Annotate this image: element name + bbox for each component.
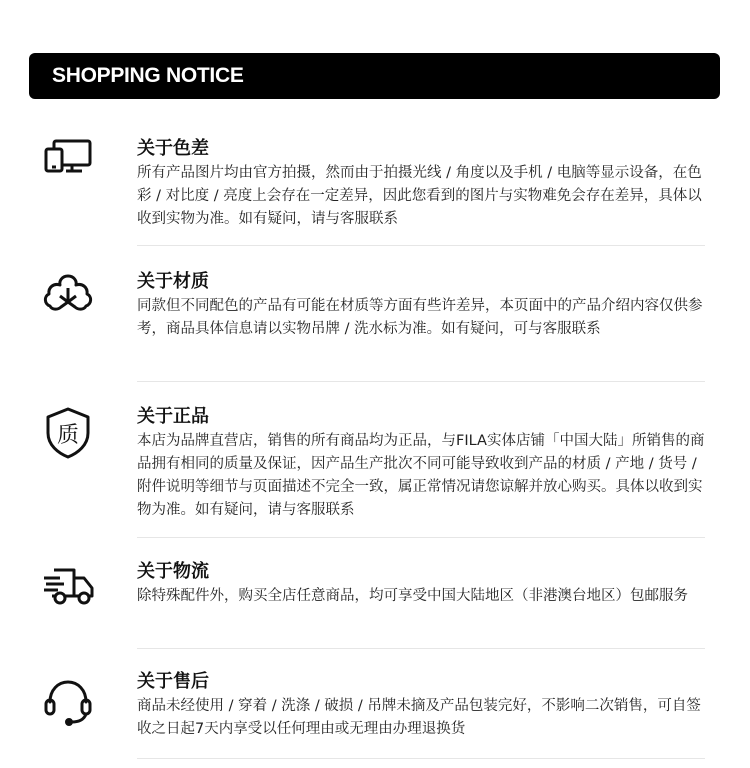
shopping-notice-banner	[29, 53, 720, 99]
divider	[137, 758, 705, 759]
section-body: 同款但不同配色的产品有可能在材质等方面有些许差异，本页面中的产品介绍内容仅供参考，商品具体信息请以实物吊牌 / 洗水标为准。如有疑问，可与客服联系	[137, 298, 703, 337]
banner-title: SHOPPING NOTICE	[52, 64, 244, 87]
divider	[137, 648, 705, 649]
cotton-icon	[40, 270, 96, 326]
section-title: 关于正品	[137, 406, 209, 427]
quality-shield-icon	[40, 405, 96, 461]
section-body: 本店为品牌直营店，销售的所有商品均为正品，与FILA实体店铺「中国大陆」所销售的商品拥有相同的质量及保证，因产品生产批次不同可能导致收到产品的材质 / 产地 / 货号 / 附件说明等细节与页面描述不完全一致，属正常情况请您谅解并放心购买。具体以收到实物为准。如有疑问，请与客服联系	[137, 433, 705, 518]
divider	[137, 245, 705, 246]
section-body: 所有产品图片均由官方拍摄，然而由于拍摄光线 / 角度以及手机 / 电脑等显示设备，在色彩 / 对比度 / 亮度上会存在一定差异，因此您看到的图片与实物难免会存在差异，具体以收到实物为准。如有疑问，请与客服联系	[137, 165, 702, 227]
section-title: 关于售后	[137, 671, 209, 692]
section-title: 关于物流	[137, 561, 209, 582]
headset-icon	[40, 672, 96, 728]
divider	[137, 537, 705, 538]
devices-icon	[40, 137, 96, 193]
divider	[137, 381, 705, 382]
section-body: 除特殊配件外，购买全店任意商品，均可享受中国大陆地区（非港澳台地区）包邮服务	[137, 588, 688, 604]
delivery-truck-icon	[40, 558, 96, 614]
quality-char: 质	[56, 423, 80, 448]
section-title: 关于色差	[137, 138, 209, 159]
section-title: 关于材质	[137, 271, 209, 292]
section-body: 商品未经使用 / 穿着 / 洗涤 / 破损 / 吊牌未摘及产品包装完好，不影响二次销售，可自签收之日起7天内享受以任何理由或无理由办理退换货	[137, 698, 701, 737]
